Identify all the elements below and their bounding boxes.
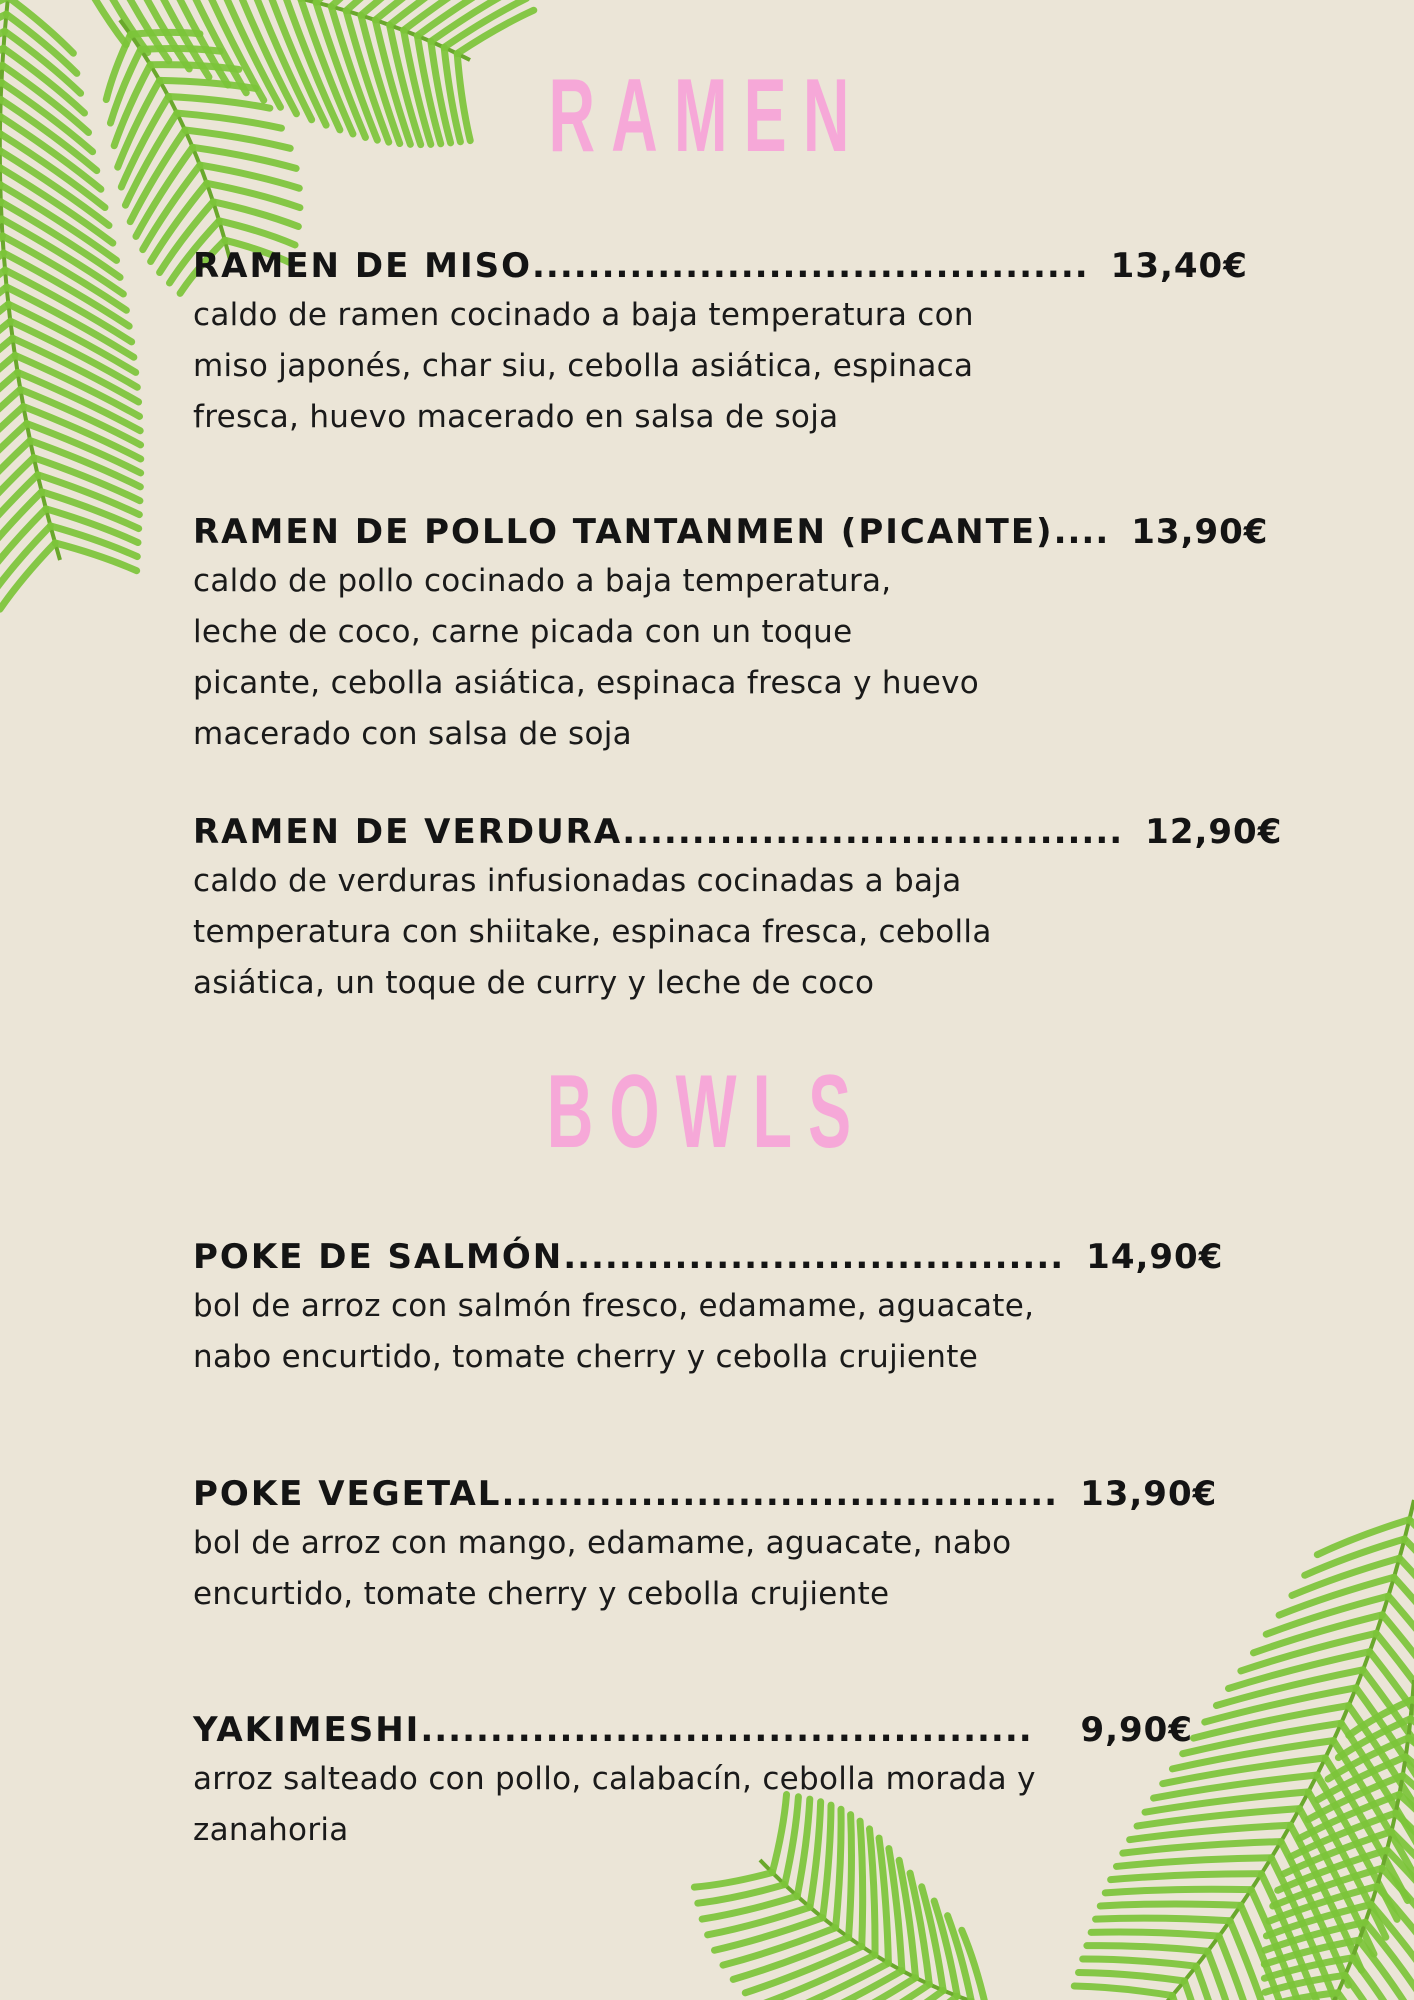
item-price: 13,40€	[1110, 246, 1248, 286]
item-name: POKE DE SALMÓN	[193, 1237, 564, 1277]
item-description	[193, 1518, 1198, 1620]
item-header	[193, 1474, 1218, 1514]
description-line: leche de coco, carne picada con un toque	[193, 614, 853, 650]
item-description	[193, 556, 1248, 760]
menu-item-ramen-de-pollo-tantanmen	[193, 512, 1269, 760]
description-line: bol de arroz con salmón fresco, edamame, aguacate,	[193, 1288, 1035, 1324]
item-leader-dots: ........................................	[532, 246, 1089, 286]
description-line: zanahoria	[193, 1812, 349, 1848]
description-line: nabo encurtido, tomate cherry y cebolla crujiente	[193, 1339, 979, 1375]
item-price: 14,90€	[1086, 1237, 1224, 1277]
description-line: caldo de verduras infusionadas cocinadas a baja	[193, 863, 962, 899]
menu-item-poke-de-salmon	[193, 1237, 1224, 1383]
description-line: asiática, un toque de curry y leche de coco	[193, 965, 875, 1001]
description-line: miso japonés, char siu, cebolla asiática, espinaca	[193, 348, 974, 384]
description-line: macerado con salsa de soja	[193, 716, 632, 752]
menu-item-yakimeshi	[193, 1710, 1193, 1856]
section-title-ramen: RAMEN	[548, 58, 866, 174]
item-name: RAMEN DE MISO	[193, 246, 533, 286]
item-header	[193, 512, 1269, 552]
item-description	[193, 1754, 1193, 1856]
section-title-bowls: BOWLS	[546, 1054, 868, 1170]
item-leader-dots: ............................................	[420, 1710, 1033, 1750]
item-name: YAKIMESHI	[193, 1710, 421, 1750]
item-leader-dots: ....	[1053, 512, 1110, 552]
description-line: temperatura con shiitake, espinaca fresca, cebolla	[193, 914, 992, 950]
item-header	[193, 1710, 1193, 1750]
item-leader-dots: ........................................	[501, 1474, 1059, 1514]
item-name: POKE VEGETAL	[193, 1474, 502, 1514]
item-description	[193, 856, 1248, 1009]
item-header	[193, 246, 1248, 286]
menu-item-ramen-de-miso	[193, 246, 1248, 443]
description-line: encurtido, tomate cherry y cebolla crujiente	[193, 1576, 890, 1612]
menu-item-poke-vegetal	[193, 1474, 1218, 1620]
item-name: RAMEN DE POLLO TANTANMEN (PICANTE)	[193, 512, 1054, 552]
item-description	[193, 290, 1243, 443]
item-description	[193, 1281, 1205, 1383]
item-name: RAMEN DE VERDURA	[193, 812, 623, 852]
item-price: 12,90€	[1145, 812, 1283, 852]
description-line: picante, cebolla asiática, espinaca fresca y huevo	[193, 665, 980, 701]
description-line: caldo de ramen cocinado a baja temperatura con	[193, 297, 974, 333]
item-header	[193, 1237, 1224, 1277]
description-line: bol de arroz con mango, edamame, aguacate, nabo	[193, 1525, 1012, 1561]
item-price: 9,90€	[1080, 1710, 1193, 1750]
item-price: 13,90€	[1080, 1474, 1218, 1514]
item-header	[193, 812, 1283, 852]
description-line: fresca, huevo macerado en salsa de soja	[193, 399, 839, 435]
item-price: 13,90€	[1131, 512, 1269, 552]
item-leader-dots: ....................................	[622, 812, 1124, 852]
menu-item-ramen-de-verdura	[193, 812, 1283, 1009]
description-line: caldo de pollo cocinado a baja temperatura,	[193, 563, 892, 599]
item-leader-dots: ....................................	[563, 1237, 1065, 1277]
description-line: arroz salteado con pollo, calabacín, cebolla morada y	[193, 1761, 1036, 1797]
